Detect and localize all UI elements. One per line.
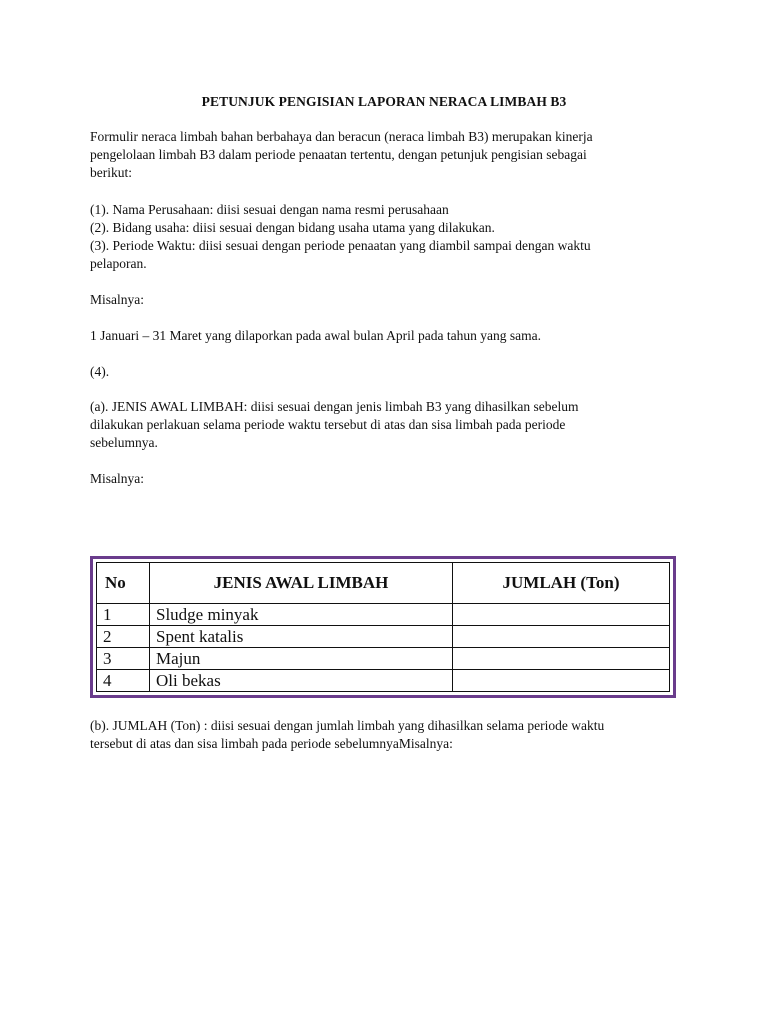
table-row [97, 648, 670, 670]
cell-no: 3 [97, 648, 150, 670]
intro-line: Formulir neraca limbah bahan berbahaya dan beracun (neraca limbah B3) merupakan kinerja [90, 129, 593, 144]
items-list [90, 201, 680, 273]
intro-paragraph [90, 128, 680, 182]
cell-jumlah [453, 604, 670, 626]
item-4b-line: (b). JUMLAH (Ton) : diisi sesuai dengan jumlah limbah yang dihasilkan selama periode waktu [90, 718, 605, 733]
header-no: No [97, 563, 150, 604]
cell-jenis: Oli bekas [150, 670, 453, 692]
item-periode-waktu-cont: pelaporan. [90, 256, 147, 271]
item-4a-paragraph [90, 398, 680, 452]
item-4b-paragraph [90, 717, 680, 753]
cell-jenis: Spent katalis [150, 626, 453, 648]
item-4-label: (4). [90, 364, 110, 379]
intro-line: berikut: [90, 165, 132, 180]
header-jenis-awal-limbah: JENIS AWAL LIMBAH [150, 563, 453, 604]
misalnya-label: Misalnya: [90, 292, 144, 307]
item-bidang-usaha: (2). Bidang usaha: diisi sesuai dengan bidang usaha utama yang dilakukan. [90, 220, 495, 235]
cell-no: 1 [97, 604, 150, 626]
cell-jenis: Sludge minyak [150, 604, 453, 626]
example-period: 1 Januari – 31 Maret yang dilaporkan pada awal bulan April pada tahun yang sama. [90, 328, 541, 343]
header-jumlah-ton: JUMLAH (Ton) [453, 563, 670, 604]
limbah-table-frame [90, 556, 676, 698]
item-4a-line: dilakukan perlakuan selama periode waktu tersebut di atas dan sisa limbah pada periode [90, 417, 566, 432]
table-row [97, 670, 670, 692]
table-row [97, 626, 670, 648]
document-title: PETUNJUK PENGISIAN LAPORAN NERACA LIMBAH B3 [201, 94, 567, 109]
intro-line: pengelolaan limbah B3 dalam periode penaatan tertentu, dengan petunjuk pengisian sebagai [90, 147, 587, 162]
misalnya-label-2: Misalnya: [90, 471, 144, 486]
cell-no: 2 [97, 626, 150, 648]
item-nama-perusahaan: (1). Nama Perusahaan: diisi sesuai dengan nama resmi perusahaan [90, 202, 449, 217]
item-4a-line: (a). JENIS AWAL LIMBAH: diisi sesuai dengan jenis limbah B3 yang dihasilkan sebelum [90, 399, 579, 414]
cell-jumlah [453, 648, 670, 670]
cell-jenis: Majun [150, 648, 453, 670]
table-row [97, 604, 670, 626]
table-header-row [97, 563, 670, 604]
jenis-awal-limbah-table [96, 562, 670, 692]
item-4b-line: tersebut di atas dan sisa limbah pada periode sebelumnyaMisalnya: [90, 736, 453, 751]
cell-jumlah [453, 626, 670, 648]
item-4a-line: sebelumnya. [90, 435, 158, 450]
item-periode-waktu: (3). Periode Waktu: diisi sesuai dengan periode penaatan yang diambil sampai dengan waktu [90, 238, 591, 253]
cell-no: 4 [97, 670, 150, 692]
cell-jumlah [453, 670, 670, 692]
